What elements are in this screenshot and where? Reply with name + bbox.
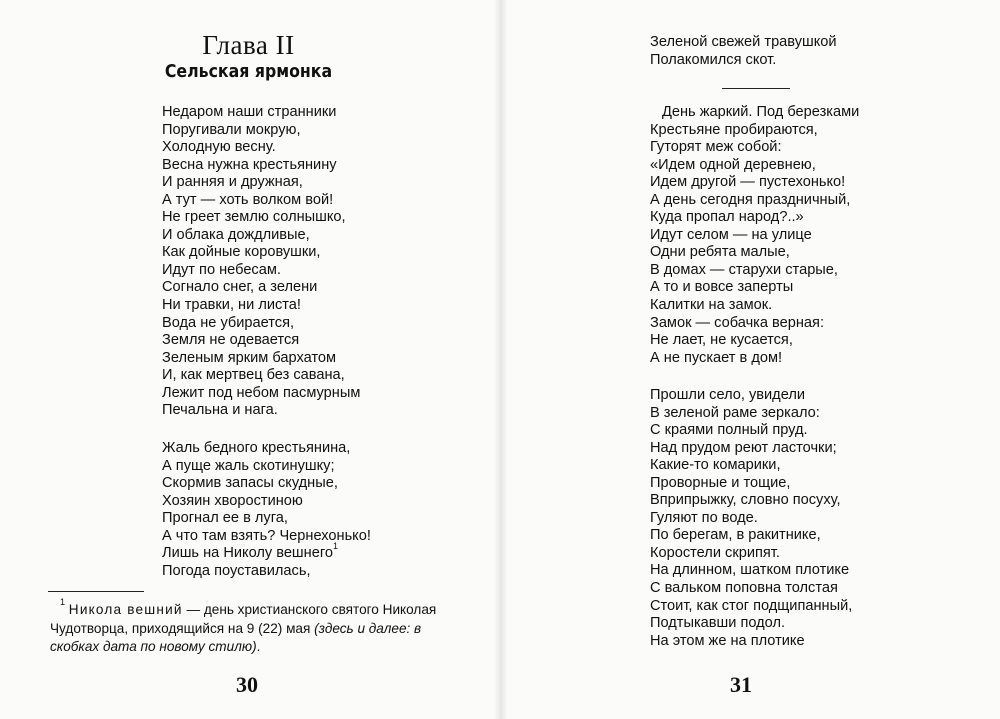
verse-line: На длинном, шатком плотике	[650, 562, 850, 579]
verse-line: А что там взять? Чернехонько!	[162, 527, 371, 544]
footnote-text: — день христианского святого Николая Чудотворца, приходящийся на 9 (22) мая	[50, 602, 437, 636]
footnote-number: 1	[60, 597, 66, 607]
verse-line: Погода поуставилась,	[162, 562, 311, 579]
verse-line: Какие-то комарики,	[650, 457, 781, 474]
section-divider	[722, 88, 790, 89]
verse-line: Подтыкавши подол.	[650, 615, 786, 632]
verse-line: Стоит, как стог подщипанный,	[650, 597, 853, 614]
verse-line: Согнало снег, а зелени	[162, 279, 318, 296]
verse-line: Зеленой свежей травушкой	[650, 34, 837, 50]
verse-line: Крестьяне пробираются,	[650, 121, 818, 138]
verse-line: А тут — хоть волком вой!	[162, 191, 334, 208]
verse-line: Куда пропал народ?..»	[650, 209, 804, 226]
verse-line: Вприпрыжку, словно посуху,	[650, 492, 841, 509]
verse-line: Прошли село, увидели	[650, 387, 806, 403]
verse-line: Проворные и тощие,	[650, 474, 791, 491]
verse-line: И, как мертвец без савана,	[162, 367, 345, 384]
verse-line: С вальком поповна толстая	[650, 580, 838, 597]
footnote-end: .	[256, 639, 261, 654]
page-number-left: 30	[236, 672, 258, 697]
stanza-4	[650, 387, 852, 650]
stanza-2	[162, 440, 371, 580]
footnote	[50, 597, 452, 657]
verse-line: В домах — старухи старые,	[650, 261, 838, 278]
verse-line: Над прудом реют ласточки;	[650, 439, 837, 456]
verse-line: Вода не убирается,	[162, 314, 295, 331]
verse-line: Одни ребята малые,	[650, 244, 790, 261]
verse-line: Идут селом — на улице	[650, 226, 812, 243]
footnote-term: Никола вешний	[68, 602, 183, 617]
verse-line: Гуляют по воде.	[650, 509, 758, 526]
verse-line: «Идем одной деревнею,	[650, 156, 816, 173]
verse-line: Земля не одевается	[162, 332, 300, 349]
chapter-number: Глава II	[202, 30, 295, 60]
page-number-right: 31	[730, 672, 752, 697]
verse-line: Идем другой — пустехонько!	[650, 174, 846, 191]
verse-line: Хозяин хворостиною	[162, 492, 303, 509]
verse-line: И облака дождливые,	[162, 226, 310, 243]
verse-line: Ни травки, ни листа!	[162, 297, 301, 314]
verse-line: Зеленым ярким бархатом	[162, 349, 337, 366]
verse-line: Холодную весну.	[162, 139, 276, 156]
verse-line: С краями полный пруд.	[650, 422, 808, 439]
verse-line: Прогнал ее в луга,	[162, 510, 288, 527]
chapter-title: Сельская ярмонка	[164, 62, 333, 82]
verse-line: Калитки на замок.	[650, 297, 773, 314]
verse-line: По берегам, в ракитнике,	[650, 527, 821, 544]
verse-line: День жаркий. Под березками	[662, 104, 860, 120]
verse-line: А пуще жаль скотинушку;	[162, 457, 335, 474]
stanza-continuation	[650, 34, 837, 69]
verse-line: Коростели скрипят.	[650, 544, 780, 561]
verse-text: Лишь на Николу вешнего	[162, 545, 333, 562]
verse-line: Не греет землю солнышко,	[162, 209, 346, 226]
verse-line: И ранняя и дружная,	[162, 174, 303, 191]
verse-line: Не лает, не кусается,	[650, 332, 793, 349]
verse-line: Как дойные коровушки,	[162, 244, 321, 261]
verse-line: Полакомился скот.	[650, 51, 777, 68]
verse-line: На этом же на плотике	[650, 632, 805, 649]
verse-line: Замок — собачка верная:	[650, 314, 824, 331]
verse-line: Весна нужна крестьянину	[162, 156, 337, 173]
verse-line: Поругивали мокрую,	[162, 121, 301, 138]
verse-line: Печальна и нага.	[162, 402, 278, 419]
footnote-italic-note: (здесь и далее: в скобках дата по новому стилю)	[50, 620, 422, 654]
stanza-1	[162, 104, 360, 420]
verse-line: Скормив запасы скудные,	[162, 475, 338, 492]
left-page	[0, 0, 497, 719]
verse-line	[162, 541, 371, 563]
verse-line: А день сегодня праздничный,	[650, 191, 851, 208]
right-page	[503, 0, 1000, 719]
verse-line: А не пускает в дом!	[650, 349, 783, 366]
verse-line: Недаром наши странники	[162, 104, 337, 120]
verse-line: Жаль бедного крестьянина,	[162, 440, 351, 456]
verse-line: В зеленой раме зеркало:	[650, 404, 820, 421]
footnote-divider	[48, 591, 144, 592]
verse-line: Гуторят меж собой:	[650, 139, 782, 156]
verse-line: Лежит под небом пасмурным	[162, 384, 361, 401]
verse-line: А то и вовсе заперты	[650, 279, 794, 296]
verse-line: Идут по небесам.	[162, 261, 281, 278]
stanza-3	[650, 104, 859, 367]
footnote-marker: 1	[332, 541, 338, 552]
